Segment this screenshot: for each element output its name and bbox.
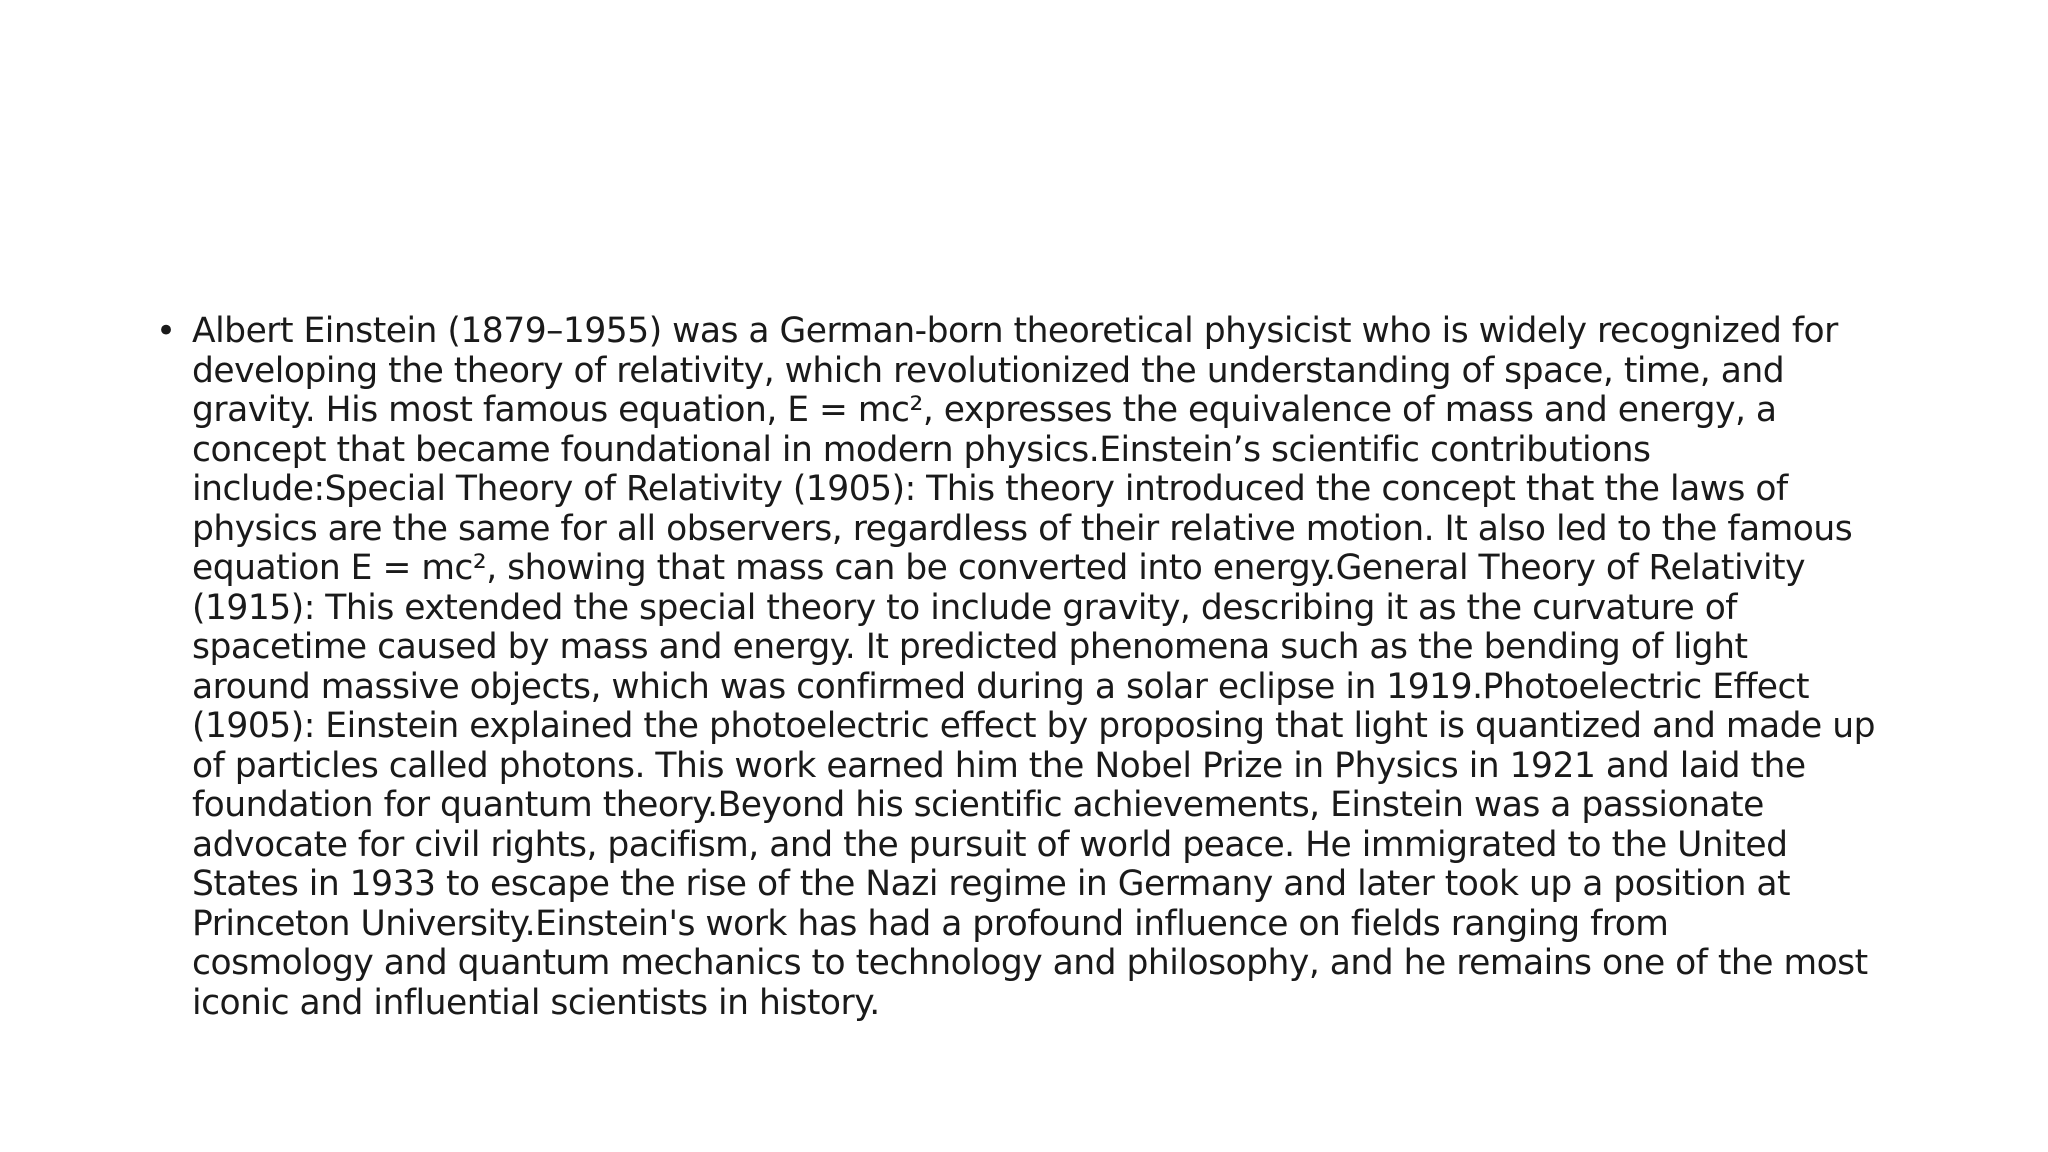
paragraph-line: advocate for civil rights, pacifism, and the pursuit of world peace. He immigrated to the United [192, 824, 1788, 865]
paragraph-line: of particles called photons. This work earned him the Nobel Prize in Physics in 1921 and laid the [192, 745, 1806, 786]
paragraph-line: equation E = mc², showing that mass can be converted into energy.General Theory of Relativity [192, 548, 1805, 588]
paragraph-line: developing the theory of relativity, which revolutionized the understanding of space, time, and [192, 350, 1785, 391]
paragraph-line: (1905): Einstein explained the photoelectric effect by proposing that light is quantized and made up [192, 706, 1876, 746]
paragraph-line: around massive objects, which was confirmed during a solar eclipse in 1919.Photoelectric Effect [192, 666, 1810, 707]
paragraph-line: cosmology and quantum mechanics to technology and philosophy, and he remains one of the most [192, 943, 1868, 983]
paragraph-line: spacetime caused by mass and energy. It predicted phenomena such as the bending of light [192, 627, 1748, 667]
paragraph-line: gravity. His most famous equation, E = mc², expresses the equivalence of mass and energy, a [192, 390, 1777, 430]
paragraph-line: iconic and influential scientists in history. [192, 982, 880, 1023]
paragraph-line: States in 1933 to escape the rise of the Nazi regime in Germany and later took up a position at [192, 864, 1791, 904]
paragraph-line: foundation for quantum theory.Beyond his scientific achievements, Einstein was a passionate [192, 785, 1764, 825]
paragraph-line: physics are the same for all observers, regardless of their relative motion. It also led to the famous [192, 508, 1853, 549]
paragraph-line: include:Special Theory of Relativity (1905): This theory introduced the concept that the laws of [192, 469, 1788, 509]
bullet-marker: • [156, 311, 177, 351]
bullet-list [148, 312, 1908, 1023]
paragraph-line: Princeton University.Einstein's work has had a profound influence on fields ranging from [192, 903, 1669, 944]
slide-body [148, 312, 1908, 1023]
bullet-item [148, 312, 1908, 1023]
paragraph-line: (1915): This extended the special theory to include gravity, describing it as the curvature of [192, 587, 1737, 628]
paragraph-line: Albert Einstein (1879–1955) was a German-born theoretical physicist who is widely recognized for [192, 311, 1838, 351]
paragraph-line: concept that became foundational in modern physics.Einstein’s scientific contributions [192, 429, 1651, 470]
